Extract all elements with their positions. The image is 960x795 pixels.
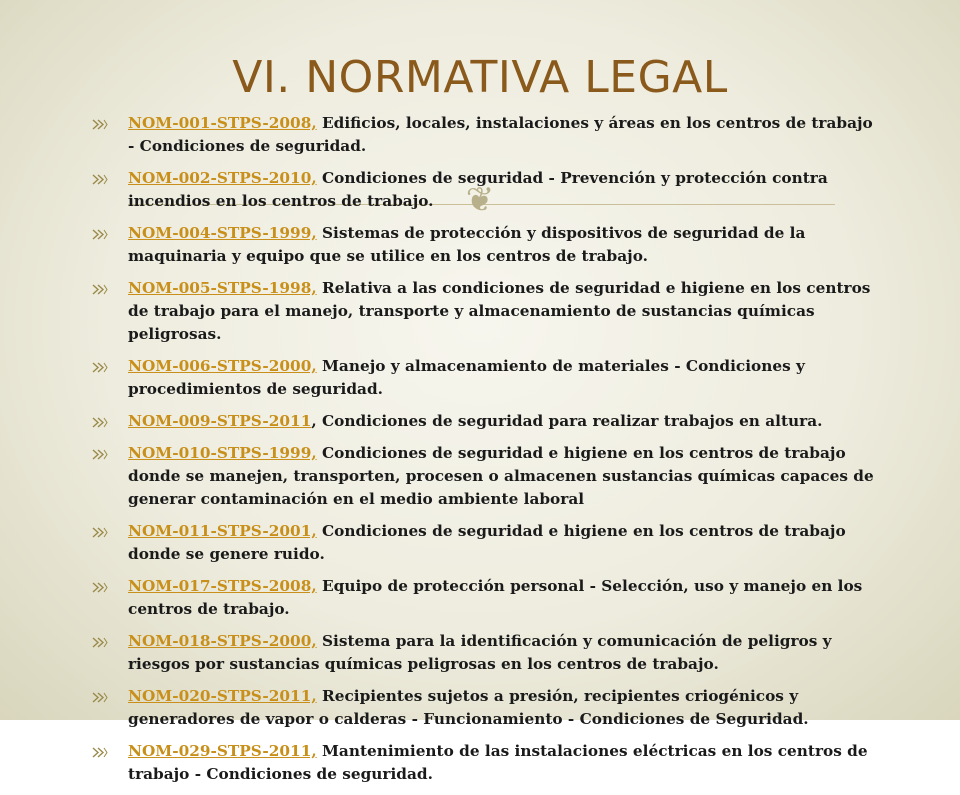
- norm-description: Sistema para la identificación y comunicación de peligros y riesgos por sustancias químicas peligrosas en los centros de trabajo.: [128, 632, 832, 673]
- ornament-icon: ❦: [465, 180, 495, 220]
- norm-description: Condiciones de seguridad e higiene en los centros de trabajo donde se genere ruido.: [128, 522, 846, 563]
- norm-link[interactable]: NOM-005-STPS-1998,: [128, 279, 317, 297]
- norm-description: Mantenimiento de las instalaciones eléctricas en los centros de trabajo - Condiciones de seguridad.: [128, 742, 868, 783]
- norm-description: Condiciones de seguridad - Prevención y protección contra incendios en los centros de trabajo.: [128, 169, 828, 210]
- bullet-icon: [92, 692, 108, 703]
- norm-description: Edificios, locales, instalaciones y áreas en los centros de trabajo - Condiciones de seguridad.: [128, 114, 873, 155]
- norm-link[interactable]: NOM-020-STPS-2011,: [128, 687, 317, 705]
- norm-link[interactable]: NOM-002-STPS-2010,: [128, 169, 317, 187]
- norm-description: , Condiciones de seguridad para realizar trabajos en altura.: [311, 412, 823, 430]
- norm-description: Relativa a las condiciones de seguridad e higiene en los centros de trabajo para el manejo, transporte y almacenamiento de sustancias químicas peligrosas.: [128, 279, 871, 343]
- bullet-icon: [92, 284, 108, 295]
- norm-link[interactable]: NOM-009-STPS-2011: [128, 412, 312, 430]
- norm-link[interactable]: NOM-011-STPS-2001,: [128, 522, 317, 540]
- norm-list: [92, 112, 882, 795]
- list-item: [92, 222, 882, 268]
- bullet-icon: [92, 637, 108, 648]
- bullet-icon: [92, 747, 108, 758]
- bullet-icon: [92, 362, 108, 373]
- list-item: [92, 740, 882, 786]
- norm-link[interactable]: NOM-006-STPS-2000,: [128, 357, 317, 375]
- bullet-icon: [92, 417, 108, 428]
- list-item: [92, 410, 882, 433]
- bullet-icon: [92, 119, 108, 130]
- bullet-icon: [92, 527, 108, 538]
- bullet-icon: [92, 229, 108, 240]
- norm-description: Sistemas de protección y dispositivos de seguridad de la maquinaria y equipo que se utilice en los centros de trabajo.: [128, 224, 806, 265]
- norm-link[interactable]: NOM-017-STPS-2008,: [128, 577, 317, 595]
- norm-link[interactable]: NOM-018-STPS-2000,: [128, 632, 317, 650]
- list-item: [92, 355, 882, 401]
- norm-description: Manejo y almacenamiento de materiales - Condiciones y procedimientos de seguridad.: [128, 357, 805, 398]
- list-item: [92, 112, 882, 158]
- norm-description: Recipientes sujetos a presión, recipientes criogénicos y generadores de vapor o calderas - Funcionamiento - Condiciones de Seguridad.: [128, 687, 809, 728]
- norm-link[interactable]: NOM-001-STPS-2008,: [128, 114, 317, 132]
- list-item: [92, 520, 882, 566]
- bullet-icon: [92, 582, 108, 593]
- bullet-icon: [92, 174, 108, 185]
- norm-link[interactable]: NOM-004-STPS-1999,: [128, 224, 317, 242]
- bullet-icon: [92, 449, 108, 460]
- list-item: [92, 685, 882, 731]
- norm-link[interactable]: NOM-029-STPS-2011,: [128, 742, 317, 760]
- list-item: [92, 575, 882, 621]
- list-item: [92, 630, 882, 676]
- norm-description: Equipo de protección personal - Selección, uso y manejo en los centros de trabajo.: [128, 577, 863, 618]
- list-item: [92, 442, 882, 511]
- list-item: [92, 277, 882, 346]
- norm-description: Condiciones de seguridad e higiene en los centros de trabajo donde se manejen, transporten, procesen o almacenen sustancias químicas capaces de generar contaminación en el medio ambiente laboral: [128, 444, 874, 508]
- norm-link[interactable]: NOM-010-STPS-1999,: [128, 444, 317, 462]
- page-title: VI. NORMATIVA LEGAL: [232, 52, 728, 103]
- list-item: [92, 167, 882, 213]
